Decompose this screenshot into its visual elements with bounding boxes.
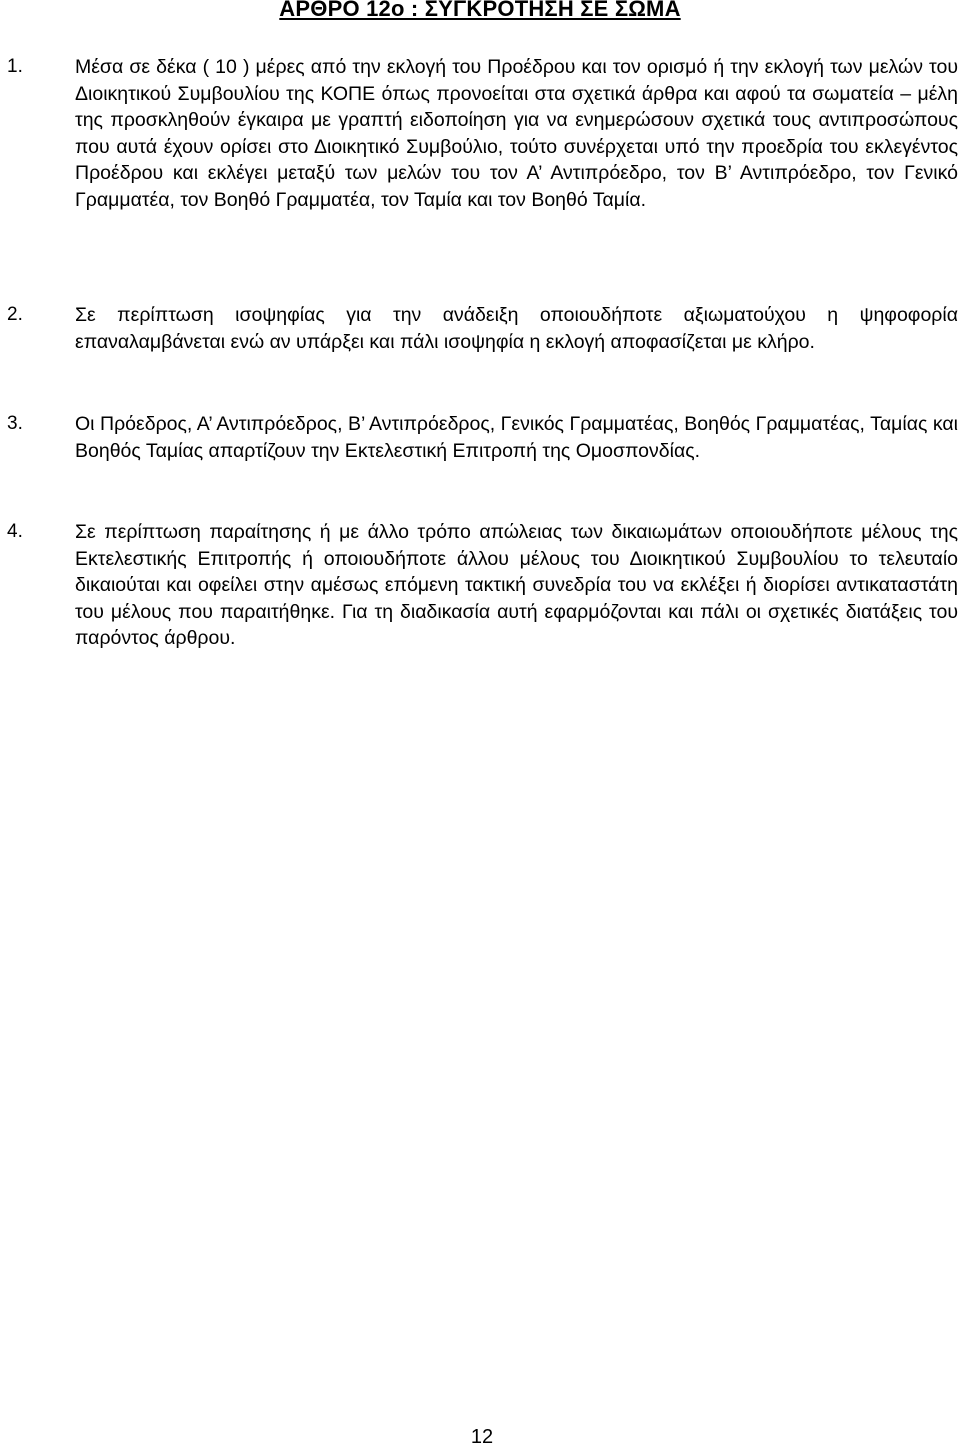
paragraph-text: Οι Πρόεδρος, Α’ Αντιπρόεδρος, Β’ Αντιπρόεδρος, Γενικός Γραμματέας, Βοηθός Γραμματέας, Ταμίας και Βοηθός Ταμίας απαρτίζουν την Εκτελεστική Επιτροπή της Ομοσπονδίας.	[75, 413, 958, 462]
paragraph-text: Σε περίπτωση παραίτησης ή με άλλο τρόπο απώλειας των δικαιωμάτων οποιουδήποτε μέλους της Εκτελεστικής Επιτροπής ή οποιουδήποτε άλλου μέλους του Διοικητικού Συμβουλίου το τελευταίο δικαιούται και οφείλει στην αμέσως επόμενη τακτική συνεδρία του να εκλέξει ή διορίσει αντικαταστάτη του μέλους που παραιτήθηκε. Για τη διαδικασία αυτή εφαρμόζονται και πάλι οι σχετικές διατάξεις του παρόντος άρθρου.	[75, 521, 958, 649]
page-number: 12	[470, 1426, 494, 1448]
paragraph-number: 4.	[7, 521, 23, 542]
paragraph-text: Μέσα σε δέκα ( 10 ) μέρες από την εκλογή του Προέδρου και τον ορισμό ή την εκλογή των μελών του Διοικητικού Συμβουλίου της ΚΟΠΕ όπως προνοείται στα σχετικά άρθρα και αφού τα σωματεία – μέλη της προσκληθούν έγκαιρα με γραπτή ειδοποίηση για να ενημερώσουν σχετικά τους αντιπροσώπους που αυτά έχουν ορίσει στο Διοικητικό Συμβούλιο, τούτο συνέρχεται υπό την προεδρία του εκλεγέντος Προέδρου και εκλέγει μεταξύ των μελών του τον Α’ Αντιπρόεδρο, τον Β’ Αντιπρόεδρο, τον Γενικό Γραμματέα, τον Βοηθό Γραμματέα, τον Ταμία και τον Βοηθό Ταμία.	[75, 56, 958, 211]
paragraph-number: 3.	[7, 413, 23, 434]
article-title: ΑΡΘΡΟ 12ο : ΣΥΓΚΡΟΤΗΣΗ ΣΕ ΣΩΜΑ	[279, 0, 681, 21]
paragraph-number: 2.	[7, 304, 23, 325]
paragraph-text: Σε περίπτωση ισοψηφίας για την ανάδειξη οποιουδήποτε αξιωματούχου η ψηφοφορία επαναλαμβάνεται ενώ αν υπάρξει και πάλι ισοψηφία η εκλογή αποφασίζεται με κλήρο.	[75, 304, 958, 353]
paragraph-number: 1.	[7, 56, 23, 77]
